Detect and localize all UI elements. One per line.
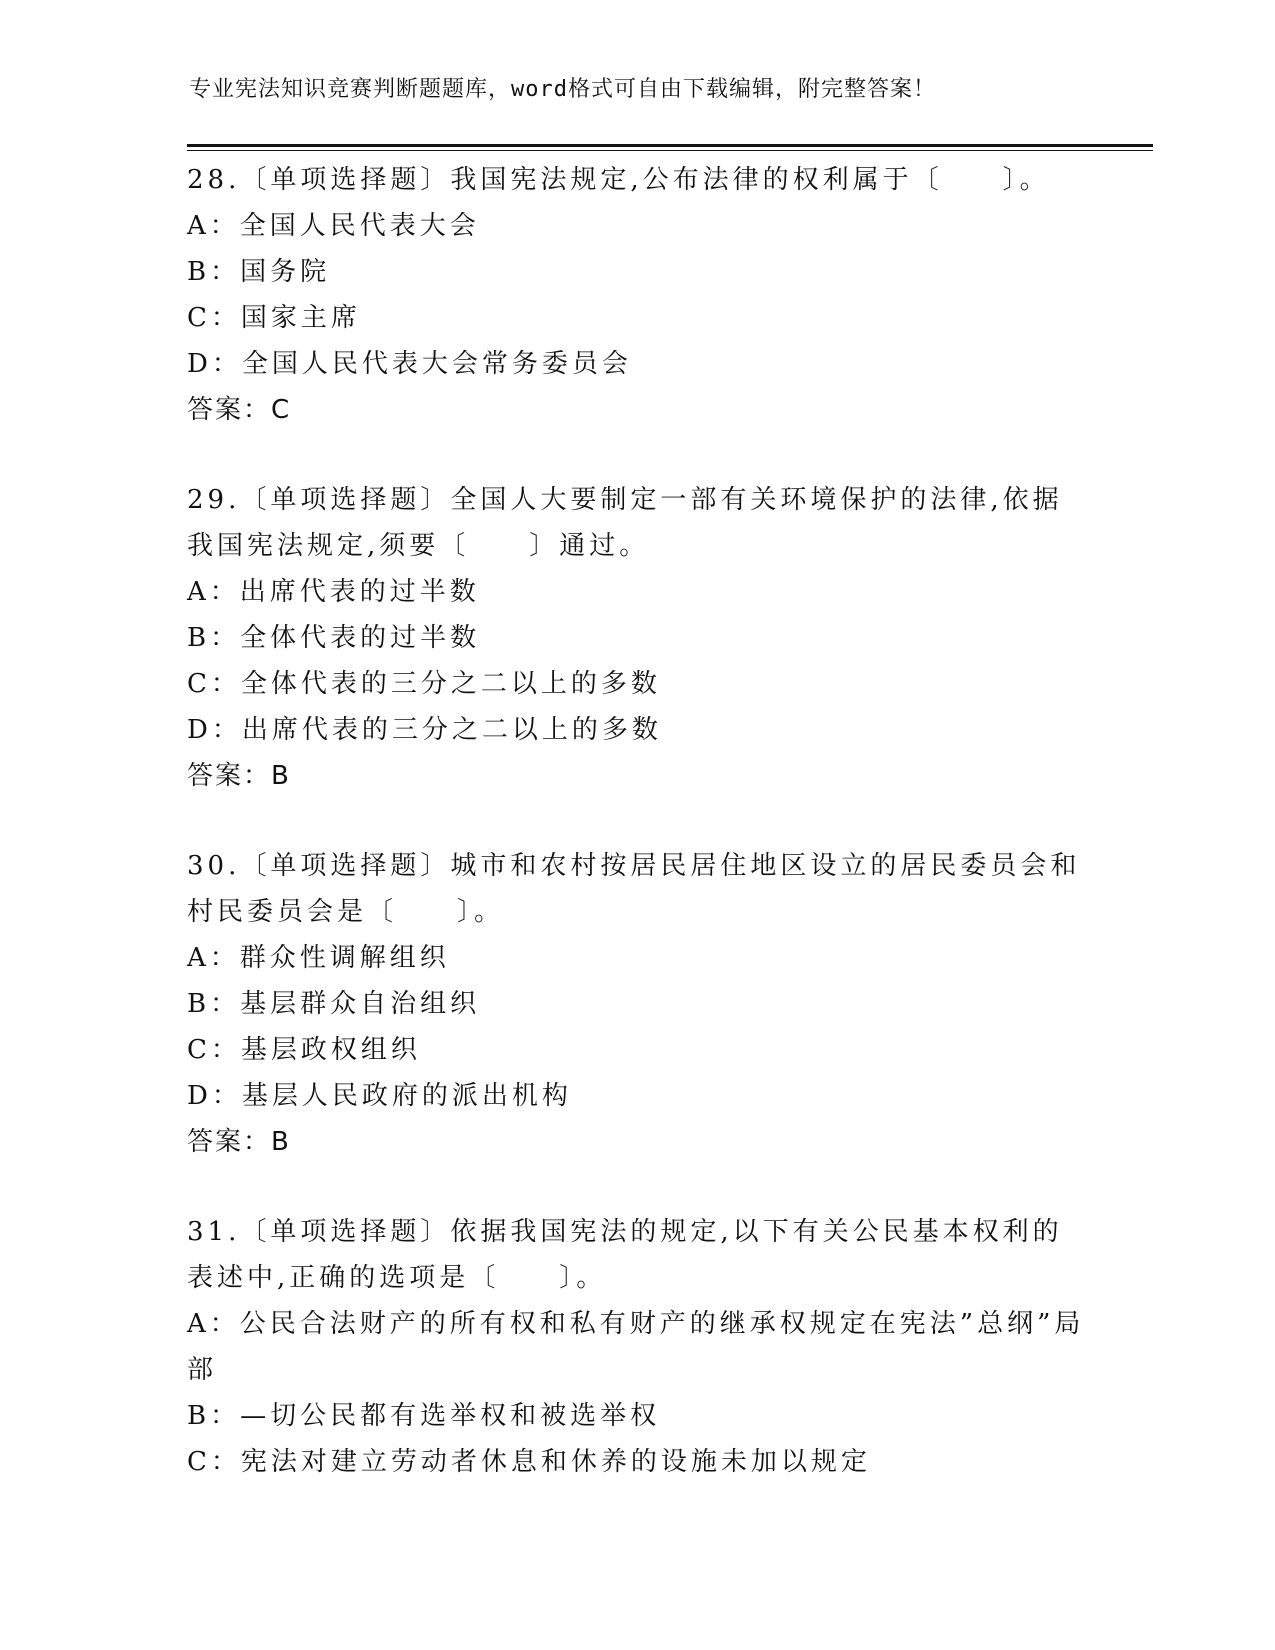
question-text: 30.〔单项选择题〕城市和农村按居民居住地区设立的居民委员会和村民委员会是〔 〕。 [187, 851, 1081, 927]
question-28 [187, 157, 1087, 433]
answer: 答案：B [187, 761, 291, 791]
option-b: B：国务院 [187, 257, 331, 287]
header-divider [187, 144, 1153, 151]
option-d: D：出席代表的三分之二以上的多数 [187, 715, 662, 745]
option-a: A：群众性调解组织 [187, 943, 450, 973]
question-text: 29.〔单项选择题〕全国人大要制定一部有关环境保护的法律,依据我国宪法规定,须要〔 〕通过。 [187, 485, 1063, 561]
option-c: C：国家主席 [187, 303, 361, 333]
answer: 答案：C [187, 395, 292, 425]
option-c: C：全体代表的三分之二以上的多数 [187, 669, 661, 699]
option-b: B：全体代表的过半数 [187, 623, 481, 653]
question-text: 28.〔单项选择题〕我国宪法规定,公布法律的权利属于〔 〕。 [187, 165, 1050, 195]
option-a: A：全国人民代表大会 [187, 211, 480, 241]
option-c: C：宪法对建立劳动者休息和休养的设施未加以规定 [187, 1447, 871, 1477]
question-list [187, 157, 1087, 1529]
answer: 答案：B [187, 1127, 291, 1157]
question-29 [187, 477, 1087, 799]
option-c: C：基层政权组织 [187, 1035, 421, 1065]
page-header: 专业宪法知识竞赛判断题题库，word格式可自由下载编辑，附完整答案！ [189, 77, 936, 102]
option-a: A：公民合法财产的所有权和私有财产的继承权规定在宪法”总纲”局部 [187, 1309, 1085, 1385]
option-d: D：基层人民政府的派出机构 [187, 1081, 572, 1111]
question-text: 31.〔单项选择题〕依据我国宪法的规定,以下有关公民基本权利的表述中,正确的选项是〔 〕。 [187, 1217, 1063, 1293]
option-d: D：全国人民代表大会常务委员会 [187, 349, 632, 379]
option-a: A：出席代表的过半数 [187, 577, 480, 607]
option-b: B：基层群众自治组织 [187, 989, 481, 1019]
question-31 [187, 1209, 1087, 1485]
option-b: B：—切公民都有选举权和被选举权 [187, 1401, 661, 1431]
question-30 [187, 843, 1087, 1165]
